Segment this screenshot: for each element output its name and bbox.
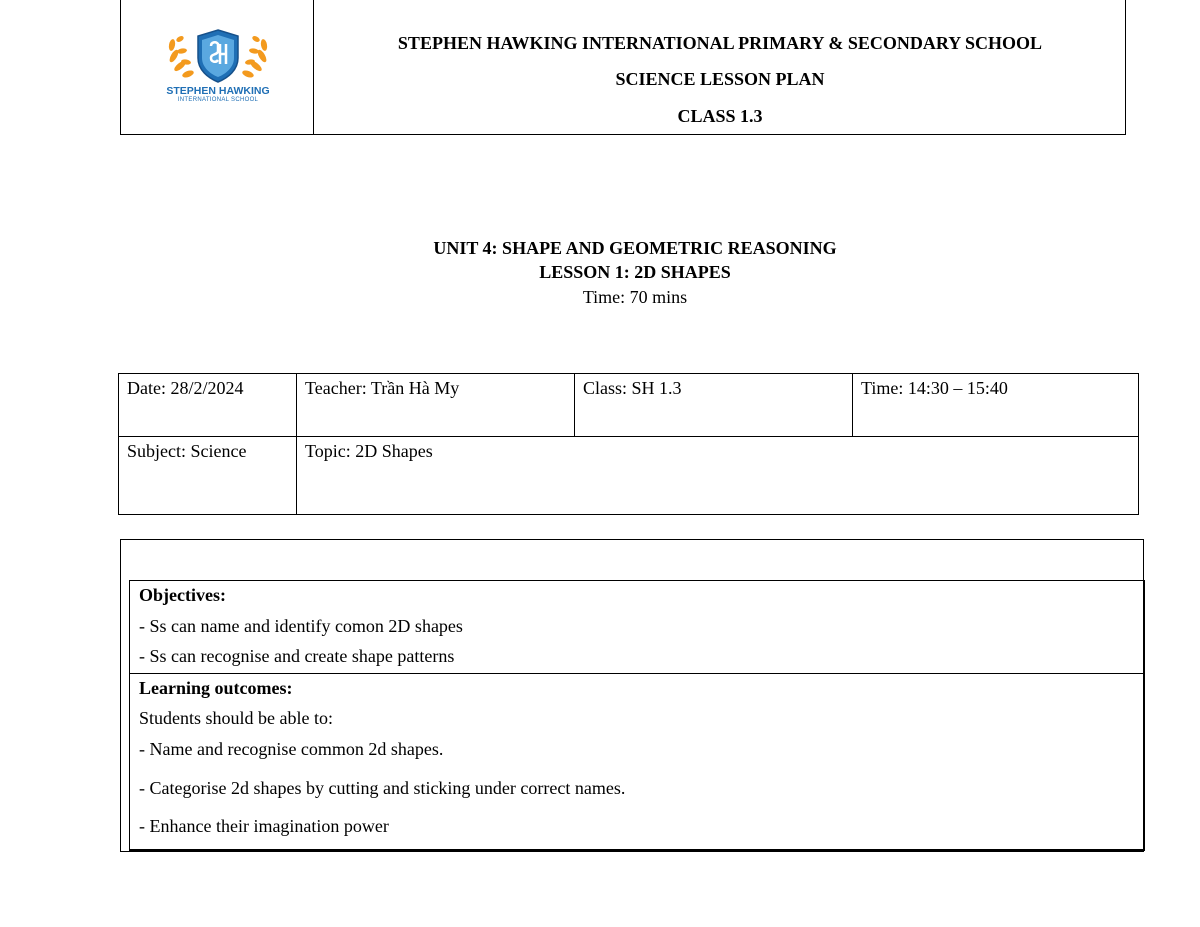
lesson-title: LESSON 1: 2D SHAPES [539, 262, 731, 282]
school-logo [158, 24, 278, 108]
outcome-item: - Name and recognise common 2d shapes. [139, 739, 444, 759]
outcome-item: - Enhance their imagination power [139, 816, 389, 836]
outcomes-intro: Students should be able to: [139, 708, 333, 728]
objective-item: - Ss can recognise and create shape patterns [139, 646, 455, 666]
class-name: CLASS 1.3 [677, 106, 763, 126]
date-cell: Date: 28/2/2024 [118, 373, 297, 437]
outcome-item: - Categorise 2d shapes by cutting and sticking under correct names. [139, 778, 626, 798]
subject-cell: Subject: Science [118, 436, 297, 515]
logo-text-line1: STEPHEN HAWKING [166, 85, 270, 97]
outcomes-heading: Learning outcomes: [139, 678, 293, 698]
lesson-time: Time: 70 mins [582, 287, 688, 307]
teacher-cell: Teacher: Trần Hà My [296, 373, 575, 437]
objective-item: - Ss can name and identify comon 2D shapes [139, 616, 463, 636]
objectives-heading: Objectives: [139, 585, 226, 605]
section-divider [129, 673, 1145, 674]
school-name: STEPHEN HAWKING INTERNATIONAL PRIMARY & SECONDARY SCHOOL [397, 33, 1043, 53]
time-cell: Time: 14:30 – 15:40 [852, 373, 1139, 437]
plan-name: SCIENCE LESSON PLAN [615, 69, 825, 89]
class-cell: Class: SH 1.3 [574, 373, 853, 437]
topic-cell: Topic: 2D Shapes [296, 436, 1139, 515]
unit-title: UNIT 4: SHAPE AND GEOMETRIC REASONING [433, 238, 837, 258]
info-table [118, 373, 1139, 515]
logo-text-line2: INTERNATIONAL SCHOOL [177, 97, 259, 103]
